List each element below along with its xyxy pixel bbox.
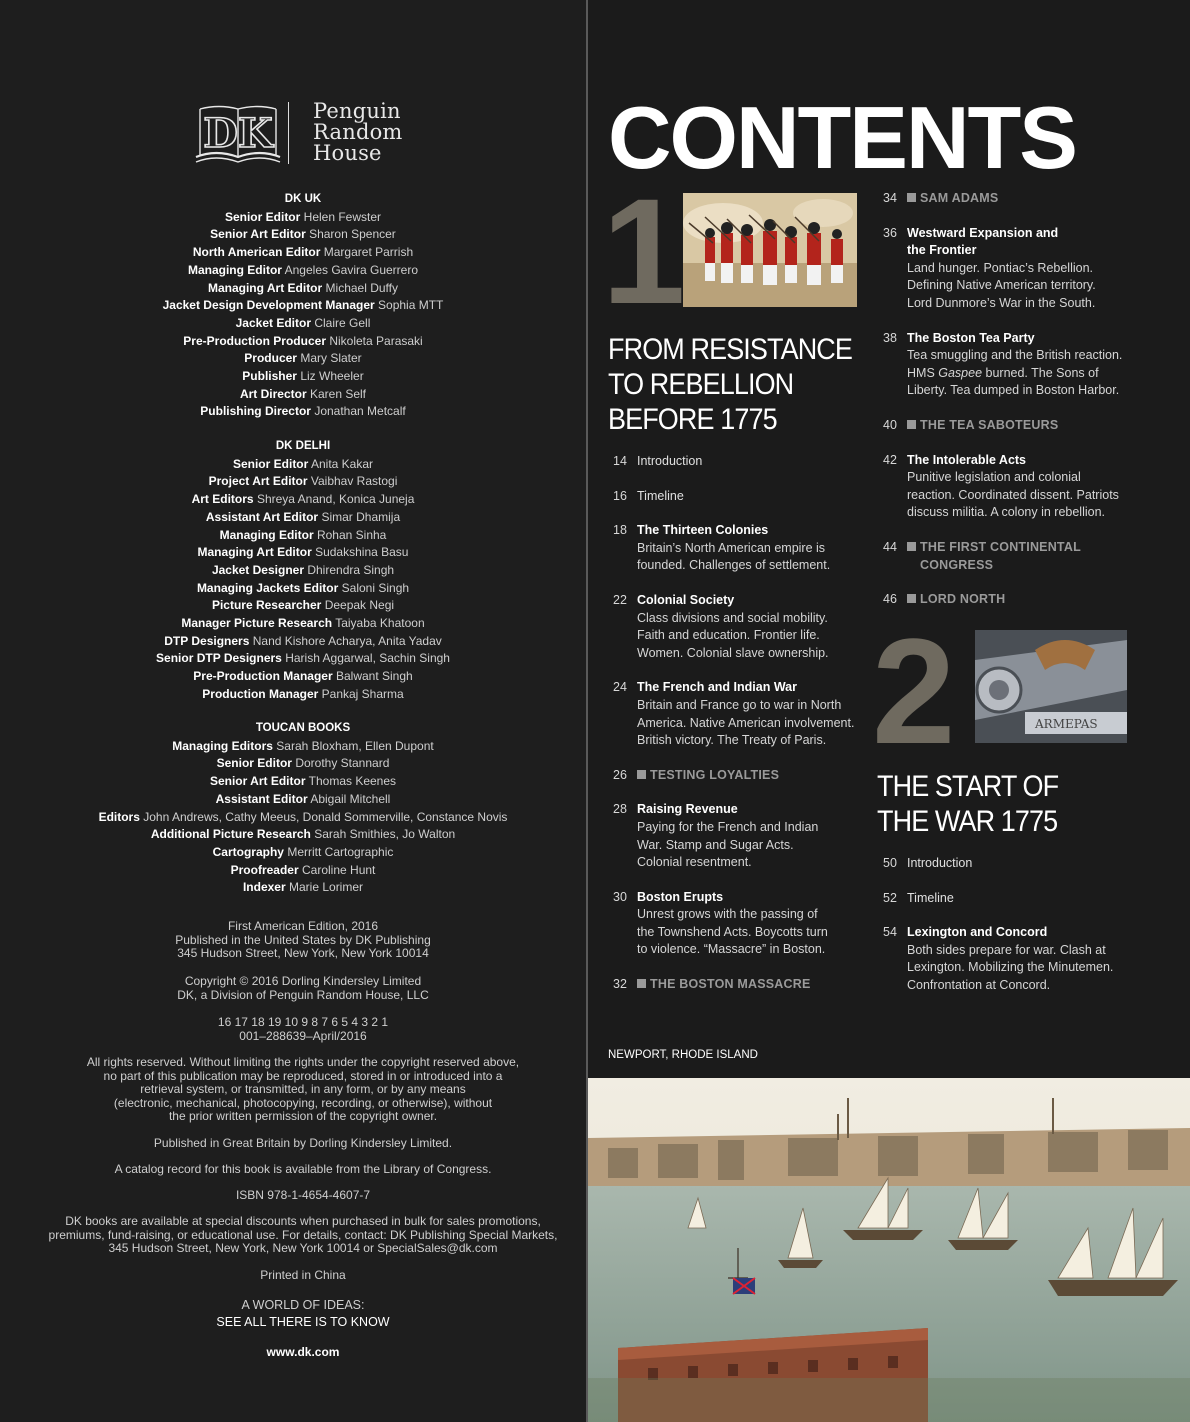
printed-in <box>20 1269 586 1283</box>
credit-role: Jacket Design Development Manager <box>162 298 375 313</box>
credit-name: Thomas Keenes <box>308 774 397 789</box>
feature-title <box>907 539 1178 557</box>
entry-description-line: Defining Native American territory. <box>907 278 1096 293</box>
special-line: 345 Hudson Street, New York, New York 10014 or SpecialSales@dk.com <box>108 1241 498 1256</box>
isbn-line: ISBN 978-1-4654-4607-7 <box>235 1188 371 1202</box>
entry-description-line: Paying for the French and Indian <box>637 819 819 834</box>
chapter-title-line: FROM RESISTANCE <box>608 333 853 366</box>
feature-title-text: SAM ADAMS <box>920 191 999 205</box>
rights-line: All rights reserved. Without limiting the rights under the copyright reserved above, <box>86 1055 520 1069</box>
credit-name: Taiyaba Khatoon <box>335 616 425 631</box>
credit-row <box>20 615 586 633</box>
credit-name: Mary Slater <box>300 351 362 366</box>
toc-entry[interactable] <box>608 889 868 959</box>
feature-title-text: TESTING LOYALTIES <box>650 767 780 782</box>
credit-row <box>20 244 586 262</box>
rights-line: no part of this publication may be reproduced, stored in or introduced into a <box>103 1068 503 1083</box>
print-run: 16 17 18 19 10 9 8 7 6 5 4 3 2 1 <box>217 1015 389 1029</box>
special-sales-notice <box>20 1215 586 1256</box>
square-bullet-icon <box>637 979 646 988</box>
entry-description-line: Land hunger. Pontiac’s Rebellion. <box>907 260 1094 275</box>
credit-name: Nikoleta Parasaki <box>329 333 423 348</box>
contents-title: CONTENTS <box>608 88 1076 187</box>
credit-name: Helen Fewster <box>303 209 382 224</box>
credit-role: Jacket Editor <box>235 315 311 330</box>
credit-name: Dhirendra Singh <box>307 562 395 577</box>
entry-description-line: War. Stamp and Sugar Acts. <box>637 837 794 852</box>
page-number: 24 <box>613 680 627 695</box>
page-number: 22 <box>613 592 627 607</box>
page-number: 30 <box>613 889 627 904</box>
credit-name: Anita Kakar <box>310 456 374 471</box>
credit-row <box>20 597 586 615</box>
toc-entry[interactable] <box>608 801 868 871</box>
entry-description-line: Both sides prepare for war. Clash at <box>907 942 1106 957</box>
credit-row <box>20 491 586 509</box>
credit-row <box>20 862 586 880</box>
entry-description-line: Lexington. Mobilizing the Minutemen. <box>907 960 1114 975</box>
ship-name: Gaspee <box>938 365 983 380</box>
credit-role: Senior Art Editor <box>209 774 306 789</box>
website-link[interactable]: www.dk.com <box>266 1345 340 1359</box>
credit-name: Angeles Gavira Guerrero <box>284 262 419 277</box>
chapter-title-line: THE START OF <box>877 770 1059 803</box>
credit-role: Publisher <box>242 369 297 384</box>
entry-description-line: discuss militia. A colony in rebellion. <box>907 505 1106 520</box>
dk-book-logo-icon <box>192 105 284 165</box>
credit-name: Liz Wheeler <box>300 369 364 384</box>
gb-notice <box>20 1137 586 1151</box>
feature-title <box>637 976 868 994</box>
toc-entry[interactable] <box>878 539 1178 574</box>
page-number: 50 <box>883 856 897 870</box>
contents-page <box>588 0 1190 1422</box>
credit-row <box>20 879 586 897</box>
toc-entry[interactable] <box>878 190 1178 208</box>
dk-tagline <box>20 1297 586 1331</box>
entry-description-line: Britain and France go to war in North <box>637 697 842 712</box>
credit-name: Jonathan Metcalf <box>314 404 406 419</box>
toc-entry[interactable] <box>608 592 868 662</box>
credit-name: Pankaj Sharma <box>321 686 404 701</box>
page-number: 36 <box>883 225 897 240</box>
credit-name: Margaret Parrish <box>323 245 414 260</box>
credit-row <box>20 226 586 244</box>
square-bullet-icon <box>907 420 916 429</box>
credit-row <box>20 650 586 668</box>
entry-title: Timeline <box>637 488 684 503</box>
entry-description-line: Liberty. Tea dumped in Boston Harbor. <box>907 383 1120 398</box>
page-number: 44 <box>883 539 897 554</box>
feature-title-line-2: CONGRESS <box>920 557 994 572</box>
toc-entry[interactable] <box>878 890 1178 908</box>
toc-column-2 <box>878 190 1178 626</box>
credit-role: Senior Art Editor <box>210 227 306 242</box>
toc-entry[interactable] <box>608 976 868 994</box>
credit-role: Picture Researcher <box>211 598 322 613</box>
credit-name: Sarah Bloxham, Ellen Dupont <box>276 738 434 753</box>
rights-line: (electronic, mechanical, photocopying, recording, or otherwise), without <box>113 1095 493 1110</box>
toc-entry[interactable] <box>608 453 868 471</box>
credits-heading: DK UK <box>284 193 322 205</box>
credit-row <box>20 686 586 704</box>
entry-title: The Boston Tea Party <box>907 330 1035 345</box>
toc-column-3 <box>878 855 1178 1012</box>
chapter-2-flintlock-image <box>975 630 1127 743</box>
copyright-line: Copyright © 2016 Dorling Kindersley Limited <box>184 974 422 988</box>
newport-harbor-image <box>588 1078 1190 1422</box>
gb-line: Published in Great Britain by Dorling Kindersley Limited. <box>153 1136 453 1150</box>
credit-name: Sarah Smithies, Jo Walton <box>314 827 456 842</box>
credit-role: Senior Editor <box>224 209 301 224</box>
toc-entry[interactable] <box>878 855 1178 873</box>
credit-row <box>20 262 586 280</box>
credit-name: Caroline Hunt <box>302 862 376 877</box>
credit-row <box>20 668 586 686</box>
page-number: 40 <box>883 417 897 432</box>
credit-name: Marie Lorimer <box>289 880 364 895</box>
toc-entry[interactable] <box>608 679 868 749</box>
chapter-1-redcoats-image <box>683 193 857 307</box>
toc-entry[interactable] <box>878 452 1178 522</box>
credit-row <box>20 844 586 862</box>
credits-heading: DK DELHI <box>275 440 331 452</box>
credit-name: Sudakshina Basu <box>315 545 409 560</box>
website <box>20 1346 586 1360</box>
credit-name: Rohan Sinha <box>316 527 387 542</box>
entry-title: Boston Erupts <box>637 889 724 904</box>
credit-row <box>20 350 586 368</box>
copyright-line: DK, a Division of Penguin Random House, LLC <box>177 987 429 1002</box>
special-line: premiums, fund-raising, or educational use. For details, contact: DK Publishing Special Markets, <box>48 1227 558 1242</box>
entry-title: Timeline <box>907 890 954 905</box>
credit-row <box>20 544 586 562</box>
credit-row <box>20 456 586 474</box>
chapter-title-line: BEFORE 1775 <box>608 403 777 436</box>
catalog-notice <box>20 1163 586 1177</box>
page-number: 32 <box>613 977 627 992</box>
credit-role: Proofreader <box>230 862 299 877</box>
credit-role: Managing Art Editor <box>207 280 323 295</box>
publisher-line: Penguin <box>313 99 401 123</box>
rights-notice <box>20 1056 586 1124</box>
credit-name: Abigail Mitchell <box>310 791 391 806</box>
edition-notice <box>20 920 586 961</box>
credit-role: Senior Editor <box>232 456 309 471</box>
rights-line: the prior written permission of the copyright owner. <box>168 1109 438 1124</box>
credit-name: Sophia MTT <box>378 298 444 313</box>
credits-page <box>0 0 586 1422</box>
publisher-line: House <box>313 141 382 165</box>
page-number: 34 <box>883 191 897 205</box>
credit-name: Balwant Singh <box>335 669 413 684</box>
credit-row <box>20 809 586 827</box>
chapter-title-line: TO REBELLION <box>608 368 794 401</box>
credit-name: Michael Duffy <box>325 280 399 295</box>
page-number: 16 <box>613 488 627 503</box>
print-code: 001–288639–April/2016 <box>239 1028 367 1043</box>
credit-role: Senior DTP Designers <box>156 651 282 666</box>
credit-role: Manager Picture Research <box>181 616 333 631</box>
feature-title-text: THE TEA SABOTEURS <box>920 417 1059 432</box>
page-number: 28 <box>613 802 627 817</box>
entry-title-line-2: the Frontier <box>907 243 977 258</box>
credit-name: John Andrews, Cathy Meeus, Donald Sommerville, Constance Novis <box>143 809 508 824</box>
entry-description-line: HMS Gaspee burned. The Sons of <box>907 365 1099 380</box>
rights-line: retrieval system, or transmitted, in any form, or by any means <box>140 1082 466 1097</box>
publisher-logo <box>192 99 422 166</box>
feature-title-text: THE BOSTON MASSACRE <box>650 977 811 992</box>
credits-toucan-books <box>20 720 586 897</box>
square-bullet-icon <box>907 193 916 202</box>
credit-role: Production Manager <box>202 686 319 701</box>
entry-title: The Thirteen Colonies <box>637 523 769 538</box>
entry-description-line: the Townshend Acts. Boycotts turn <box>637 924 828 939</box>
printed-line: Printed in China <box>260 1268 346 1282</box>
credit-role: Art Director <box>239 386 307 401</box>
copyright-notice <box>20 975 586 1002</box>
credits-dk-uk <box>20 191 586 421</box>
toc-entry[interactable] <box>878 225 1178 313</box>
feature-title <box>907 190 1178 208</box>
chapter-1-number: 1 <box>602 167 680 335</box>
credit-name: Deepak Negi <box>324 598 395 613</box>
page-number: 14 <box>613 454 627 468</box>
credit-role: Editors <box>98 809 140 824</box>
credit-name: Vaibhav Rastogi <box>310 474 398 489</box>
credit-name: Merritt Cartographic <box>287 844 394 859</box>
credit-role: Publishing Director <box>200 404 311 419</box>
special-line: DK books are available at special discounts when purchased in bulk for sales promotions, <box>65 1214 541 1228</box>
entry-description-line: Punitive legislation and colonial <box>907 470 1081 485</box>
credit-role: Managing Jackets Editor <box>196 580 339 595</box>
credit-name: Claire Gell <box>314 315 371 330</box>
credit-role: Senior Editor <box>216 756 292 771</box>
chapter-1-title <box>608 332 852 437</box>
page-number: 52 <box>883 890 897 905</box>
entry-description-line: to violence. “Massacre” in Boston. <box>637 942 826 957</box>
credit-row <box>20 386 586 404</box>
entry-description-line: Colonial resentment. <box>637 855 752 870</box>
credit-role: Art Editors <box>191 492 254 507</box>
page-number: 18 <box>613 523 627 538</box>
publisher-line: Random <box>313 120 403 144</box>
edition-line: First American Edition, 2016 <box>227 919 379 933</box>
entry-title: The Intolerable Acts <box>907 452 1027 467</box>
entry-title: Lexington and Concord <box>907 925 1048 940</box>
chapter-2-number: 2 <box>872 607 950 775</box>
credit-name: Saloni Singh <box>341 580 410 595</box>
credit-row <box>20 633 586 651</box>
credit-role: Pre-Production Producer <box>183 333 326 348</box>
credit-role: Managing Art Editor <box>197 545 312 560</box>
toc-entry[interactable] <box>878 330 1178 400</box>
toc-entry[interactable] <box>878 417 1178 435</box>
svg-text:ARMEPAS: ARMEPAS <box>1035 717 1098 731</box>
entry-title: Raising Revenue <box>637 802 738 817</box>
credit-row <box>20 791 586 809</box>
credit-role: Producer <box>244 351 297 366</box>
square-bullet-icon <box>637 770 646 779</box>
credit-name: Karen Self <box>309 386 367 401</box>
credit-row <box>20 280 586 298</box>
penguin-random-house-wordmark <box>313 101 403 164</box>
square-bullet-icon <box>907 594 916 603</box>
entry-description-line: Women. Colonial slave ownership. <box>637 645 829 660</box>
entry-description-line: Class divisions and social mobility. <box>637 610 828 625</box>
entry-description-line: Faith and education. Frontier life. <box>637 628 820 643</box>
page-number: 26 <box>613 767 627 782</box>
credit-role: Assistant Editor <box>215 791 308 806</box>
entry-title: The French and Indian War <box>637 680 797 695</box>
chapter-title-line: THE WAR 1775 <box>877 805 1058 838</box>
credit-role: Cartography <box>212 844 284 859</box>
entry-description-line: Britain’s North American empire is <box>637 540 826 555</box>
credit-row <box>20 826 586 844</box>
page-number: 38 <box>883 330 897 345</box>
toc-column-1 <box>608 453 868 1011</box>
square-bullet-icon <box>907 542 916 551</box>
credit-role: Managing Editors <box>172 738 273 753</box>
image-caption: NEWPORT, RHODE ISLAND <box>608 1049 758 1061</box>
isbn <box>20 1189 586 1203</box>
entry-title: Introduction <box>907 856 973 870</box>
credit-name: Nand Kishore Acharya, Anita Yadav <box>252 633 442 648</box>
credit-row <box>20 527 586 545</box>
entry-title: Colonial Society <box>637 592 735 607</box>
feature-title-text: LORD NORTH <box>920 592 1006 607</box>
svg-text:DK: DK <box>203 110 273 157</box>
page-number: 54 <box>883 925 897 940</box>
credit-row <box>20 333 586 351</box>
entry-description-line: British victory. The Treaty of Paris. <box>637 733 827 748</box>
entry-description-line: reaction. Coordinated dissent. Patriots <box>907 487 1119 502</box>
feature-title-text: THE FIRST CONTINENTAL <box>920 539 1081 554</box>
credit-name: Sharon Spencer <box>309 227 396 242</box>
credit-row <box>20 580 586 598</box>
entry-description-line: Confrontation at Concord. <box>907 977 1051 992</box>
page-number: 42 <box>883 452 897 467</box>
credit-role: Managing Editor <box>187 262 282 277</box>
chapter-2-title <box>877 769 1058 839</box>
toc-entry[interactable] <box>608 488 868 506</box>
credit-row <box>20 773 586 791</box>
credit-row <box>20 562 586 580</box>
credit-row <box>20 473 586 491</box>
credit-name: Simar Dhamija <box>321 509 401 524</box>
entry-description-line: America. Native American involvement. <box>637 715 855 730</box>
credit-row <box>20 297 586 315</box>
credit-row <box>20 403 586 421</box>
feature-title <box>637 767 868 785</box>
catalog-line: A catalog record for this book is available from the Library of Congress. <box>114 1162 492 1176</box>
credit-role: North American Editor <box>192 245 321 260</box>
credit-role: Assistant Art Editor <box>205 509 319 524</box>
credit-role: Pre-Production Manager <box>193 669 333 684</box>
entry-description-line: Unrest grows with the passing of <box>637 907 818 922</box>
credit-row <box>20 755 586 773</box>
credits-heading: TOUCAN BOOKS <box>255 722 351 734</box>
credits-dk-delhi <box>20 438 586 704</box>
credit-row <box>20 209 586 227</box>
credit-role: Managing Editor <box>219 527 314 542</box>
credit-row <box>20 315 586 333</box>
credit-name: Shreya Anand, Konica Juneja <box>256 492 415 507</box>
credit-name: Harish Aggarwal, Sachin Singh <box>285 651 450 666</box>
edition-line: Published in the United States by DK Publishing <box>175 932 431 947</box>
tagline-line-1: A WORLD OF IDEAS: <box>241 1298 365 1312</box>
credit-role: Jacket Designer <box>211 562 304 577</box>
toc-entry[interactable] <box>608 522 868 575</box>
logo-divider <box>288 102 289 164</box>
credit-name: Dorothy Stannard <box>295 756 390 771</box>
entry-description-line: Tea smuggling and the British reaction. <box>907 348 1123 363</box>
credit-role: Indexer <box>242 880 286 895</box>
edition-line: 345 Hudson Street, New York, New York 10014 <box>177 946 429 961</box>
toc-entry[interactable] <box>878 924 1178 994</box>
entry-description-line: founded. Challenges of settlement. <box>637 558 831 573</box>
tagline-line-2: SEE ALL THERE IS TO KNOW <box>216 1315 390 1329</box>
credit-row <box>20 368 586 386</box>
credit-role: Additional Picture Research <box>150 827 311 842</box>
entry-description-line: Lord Dunmore’s War in the South. <box>907 295 1096 310</box>
page-number: 46 <box>883 592 897 607</box>
toc-entry[interactable] <box>608 767 868 785</box>
printing-line <box>20 1016 586 1043</box>
credit-role: DTP Designers <box>164 633 250 648</box>
credit-role: Project Art Editor <box>208 474 308 489</box>
entry-title: Westward Expansion and <box>907 225 1059 240</box>
entry-title: Introduction <box>637 454 703 468</box>
credit-row <box>20 509 586 527</box>
credit-row <box>20 738 586 756</box>
feature-title <box>907 417 1178 435</box>
